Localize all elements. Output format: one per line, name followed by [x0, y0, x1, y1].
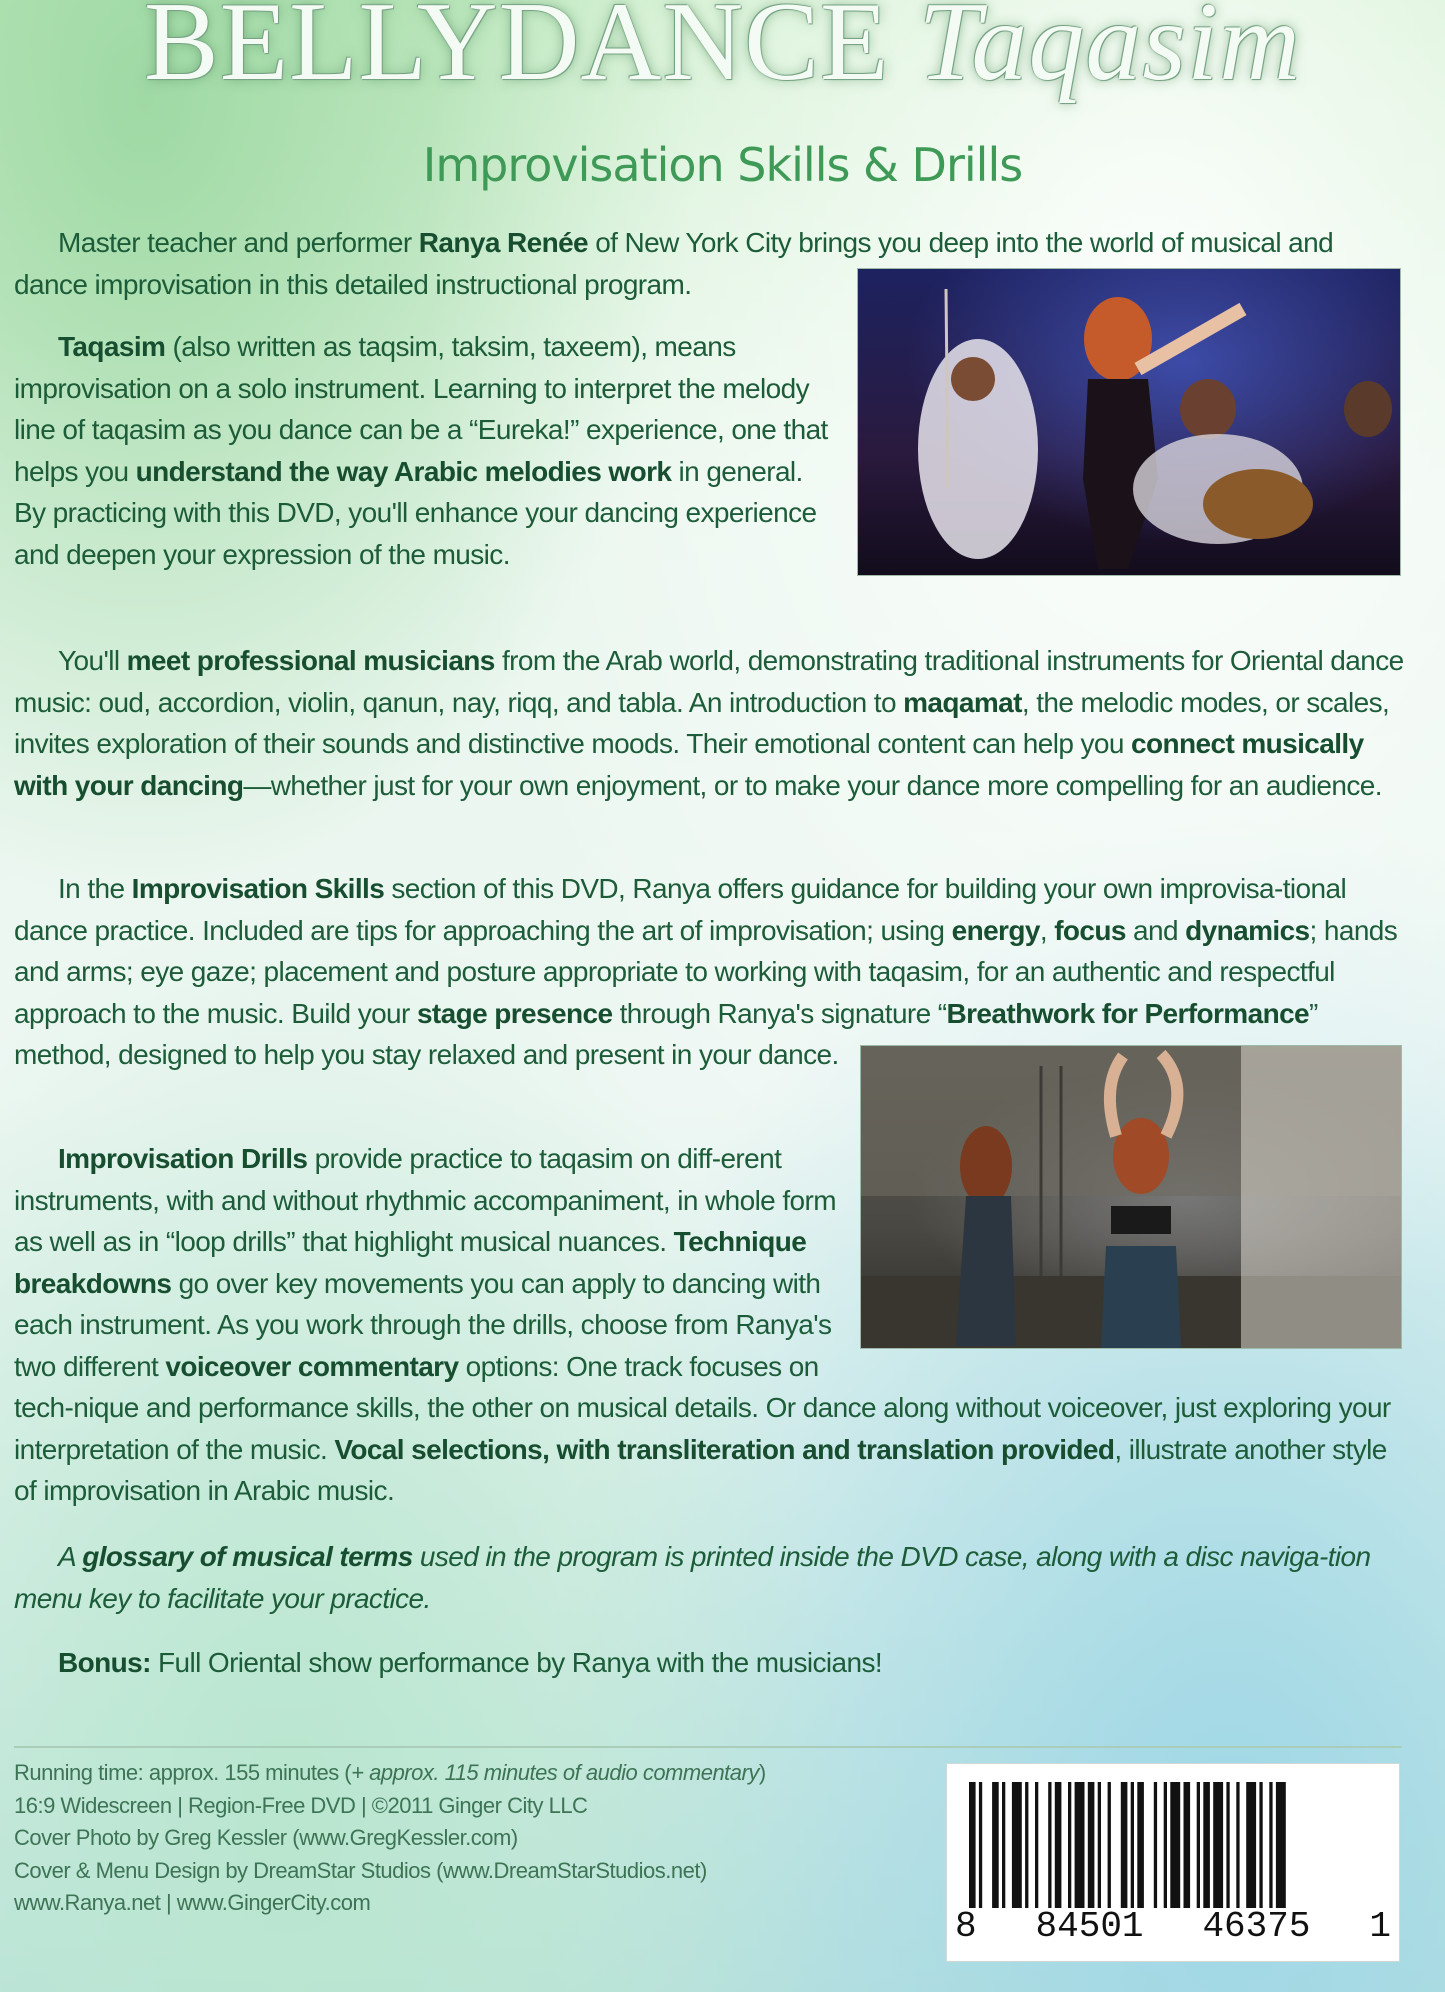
barcode-bar — [1131, 1782, 1134, 1908]
barcode-bar — [1184, 1782, 1191, 1908]
barcode — [946, 1763, 1400, 1962]
barcode-bar — [1170, 1782, 1180, 1908]
barcode-bar — [1108, 1782, 1111, 1908]
barcode-bar — [1276, 1782, 1286, 1908]
credits — [14, 1757, 766, 1920]
barcode-bar — [1068, 1782, 1071, 1908]
paragraph-bonus: Bonus: Full Oriental show performance by Ranya with the musicians! — [58, 1647, 883, 1678]
barcode-bar — [1012, 1782, 1022, 1908]
barcode-bar — [1055, 1782, 1062, 1908]
barcode-bar — [1259, 1782, 1262, 1908]
paragraph-improvisation-drills: Improvisation Drills provide practice to taqasim on diff-erent instruments, with and without rhythmic accompaniment, in whole form as well as in “loop drills” that highlight musical nuances. Technique breakdowns go over key movements you can apply to dancing with each instrument. As you work through the drills, choose from Ranya's two different voiceover commentary options: One track focuses on tech-nique and performance skills, the other on musical details. Or dance along without voiceover, just exploring your interpretation of the music. Vocal selections, with transliteration and translation provided, illustrate another style of improvisation in Arabic music. — [14, 1143, 1391, 1506]
photo-credit: Cover Photo by Greg Kessler (www.GregKessler.com) — [14, 1825, 518, 1850]
barcode-bar — [1269, 1782, 1272, 1908]
barcode-number: 8 84501 46375 1 — [955, 1906, 1391, 1947]
format-info: 16:9 Widescreen | Region-Free DVD | ©2011 Ginger City LLC — [14, 1792, 588, 1818]
barcode-bar — [1197, 1782, 1200, 1908]
photo-performance — [857, 268, 1401, 576]
paragraph-taqasim: Taqasim (also written as taqsim, taksim, taxeem), means improvisation on a solo instrument. Learning to interpret the melody line of taqasim as you dance can be a “Eureka!” experience, one that helps you understand the way Arabic melodies work in general. By practicing with this DVD, you'll enhance your dancing experience and deepen your expression of the music. — [14, 331, 828, 570]
barcode-bar — [1164, 1782, 1167, 1908]
barcode-bar — [1137, 1782, 1144, 1908]
barcode-bar — [1025, 1782, 1028, 1908]
barcode-bar — [1226, 1782, 1229, 1908]
running-time: Running time: approx. 155 minutes (+ approx. 115 minutes of audio commentary) — [14, 1760, 766, 1785]
cover-subtitle: Improvisation Skills & Drills — [422, 138, 1023, 192]
footer-divider — [14, 1746, 1402, 1748]
barcode-bar — [1088, 1782, 1095, 1908]
websites: www.Ranya.net | www.GingerCity.com — [14, 1890, 371, 1915]
barcode-bar — [1236, 1782, 1239, 1908]
barcode-bar — [1246, 1782, 1256, 1908]
barcode-bar — [1002, 1782, 1005, 1908]
barcode-bar — [1203, 1782, 1210, 1908]
title-main: BELLYDANCE — [144, 0, 890, 104]
barcode-bars — [969, 1782, 1377, 1908]
performance-image — [858, 269, 1400, 575]
paragraph-glossary: A glossary of musical terms used in the program is printed inside the DVD case, along with a disc naviga-tion menu key to facilitate your practice. — [14, 1541, 1371, 1614]
barcode-bar — [1121, 1782, 1128, 1908]
barcode-bar — [1213, 1782, 1223, 1908]
barcode-bar — [1048, 1782, 1051, 1908]
barcode-bar — [992, 1782, 999, 1908]
title-italic: Taqasim — [918, 0, 1301, 104]
paragraph-musicians: You'll meet professional musicians from the Arab world, demonstrating traditional instruments for Oriental dance music: oud, accordion, violin, qanun, nay, riqq, and tabla. An introduction to maqamat, the melodic modes, or scales, invites exploration of their sounds and distinctive moods. Their emotional content can help you connect musically with your dancing—whether just for your own enjoyment, or to make your dance more compelling for an audience. — [14, 645, 1404, 801]
cover-title — [0, 0, 1445, 107]
barcode-bar — [1075, 1782, 1085, 1908]
barcode-bar — [1035, 1782, 1038, 1908]
barcode-bar — [1154, 1782, 1157, 1908]
design-credit: Cover & Menu Design by DreamStar Studios (www.DreamStarStudios.net) — [14, 1857, 707, 1883]
barcode-bar — [1098, 1782, 1101, 1908]
intro-paragraph: Master teacher and performer Ranya Renée of New York City brings you deep into the world of musical and dance improvisation in this detailed instructional program. — [14, 227, 1334, 300]
barcode-bar — [979, 1782, 982, 1908]
barcode-bar — [969, 1782, 976, 1908]
paragraph-improvisation-skills: In the Improvisation Skills section of this DVD, Ranya offers guidance for building your own improvisa-tional dance practice. Included are tips for approaching the art of improvisation; using energy, focus and dynamics; hands and arms; eye gaze; placement and posture appropriate to working with taqasim, for an authentic and respectful approach to the music. Build your stage presence through Ranya's signature “Breathwork for Performance” method, designed to help you stay relaxed and present in your dance. — [14, 873, 1398, 1070]
